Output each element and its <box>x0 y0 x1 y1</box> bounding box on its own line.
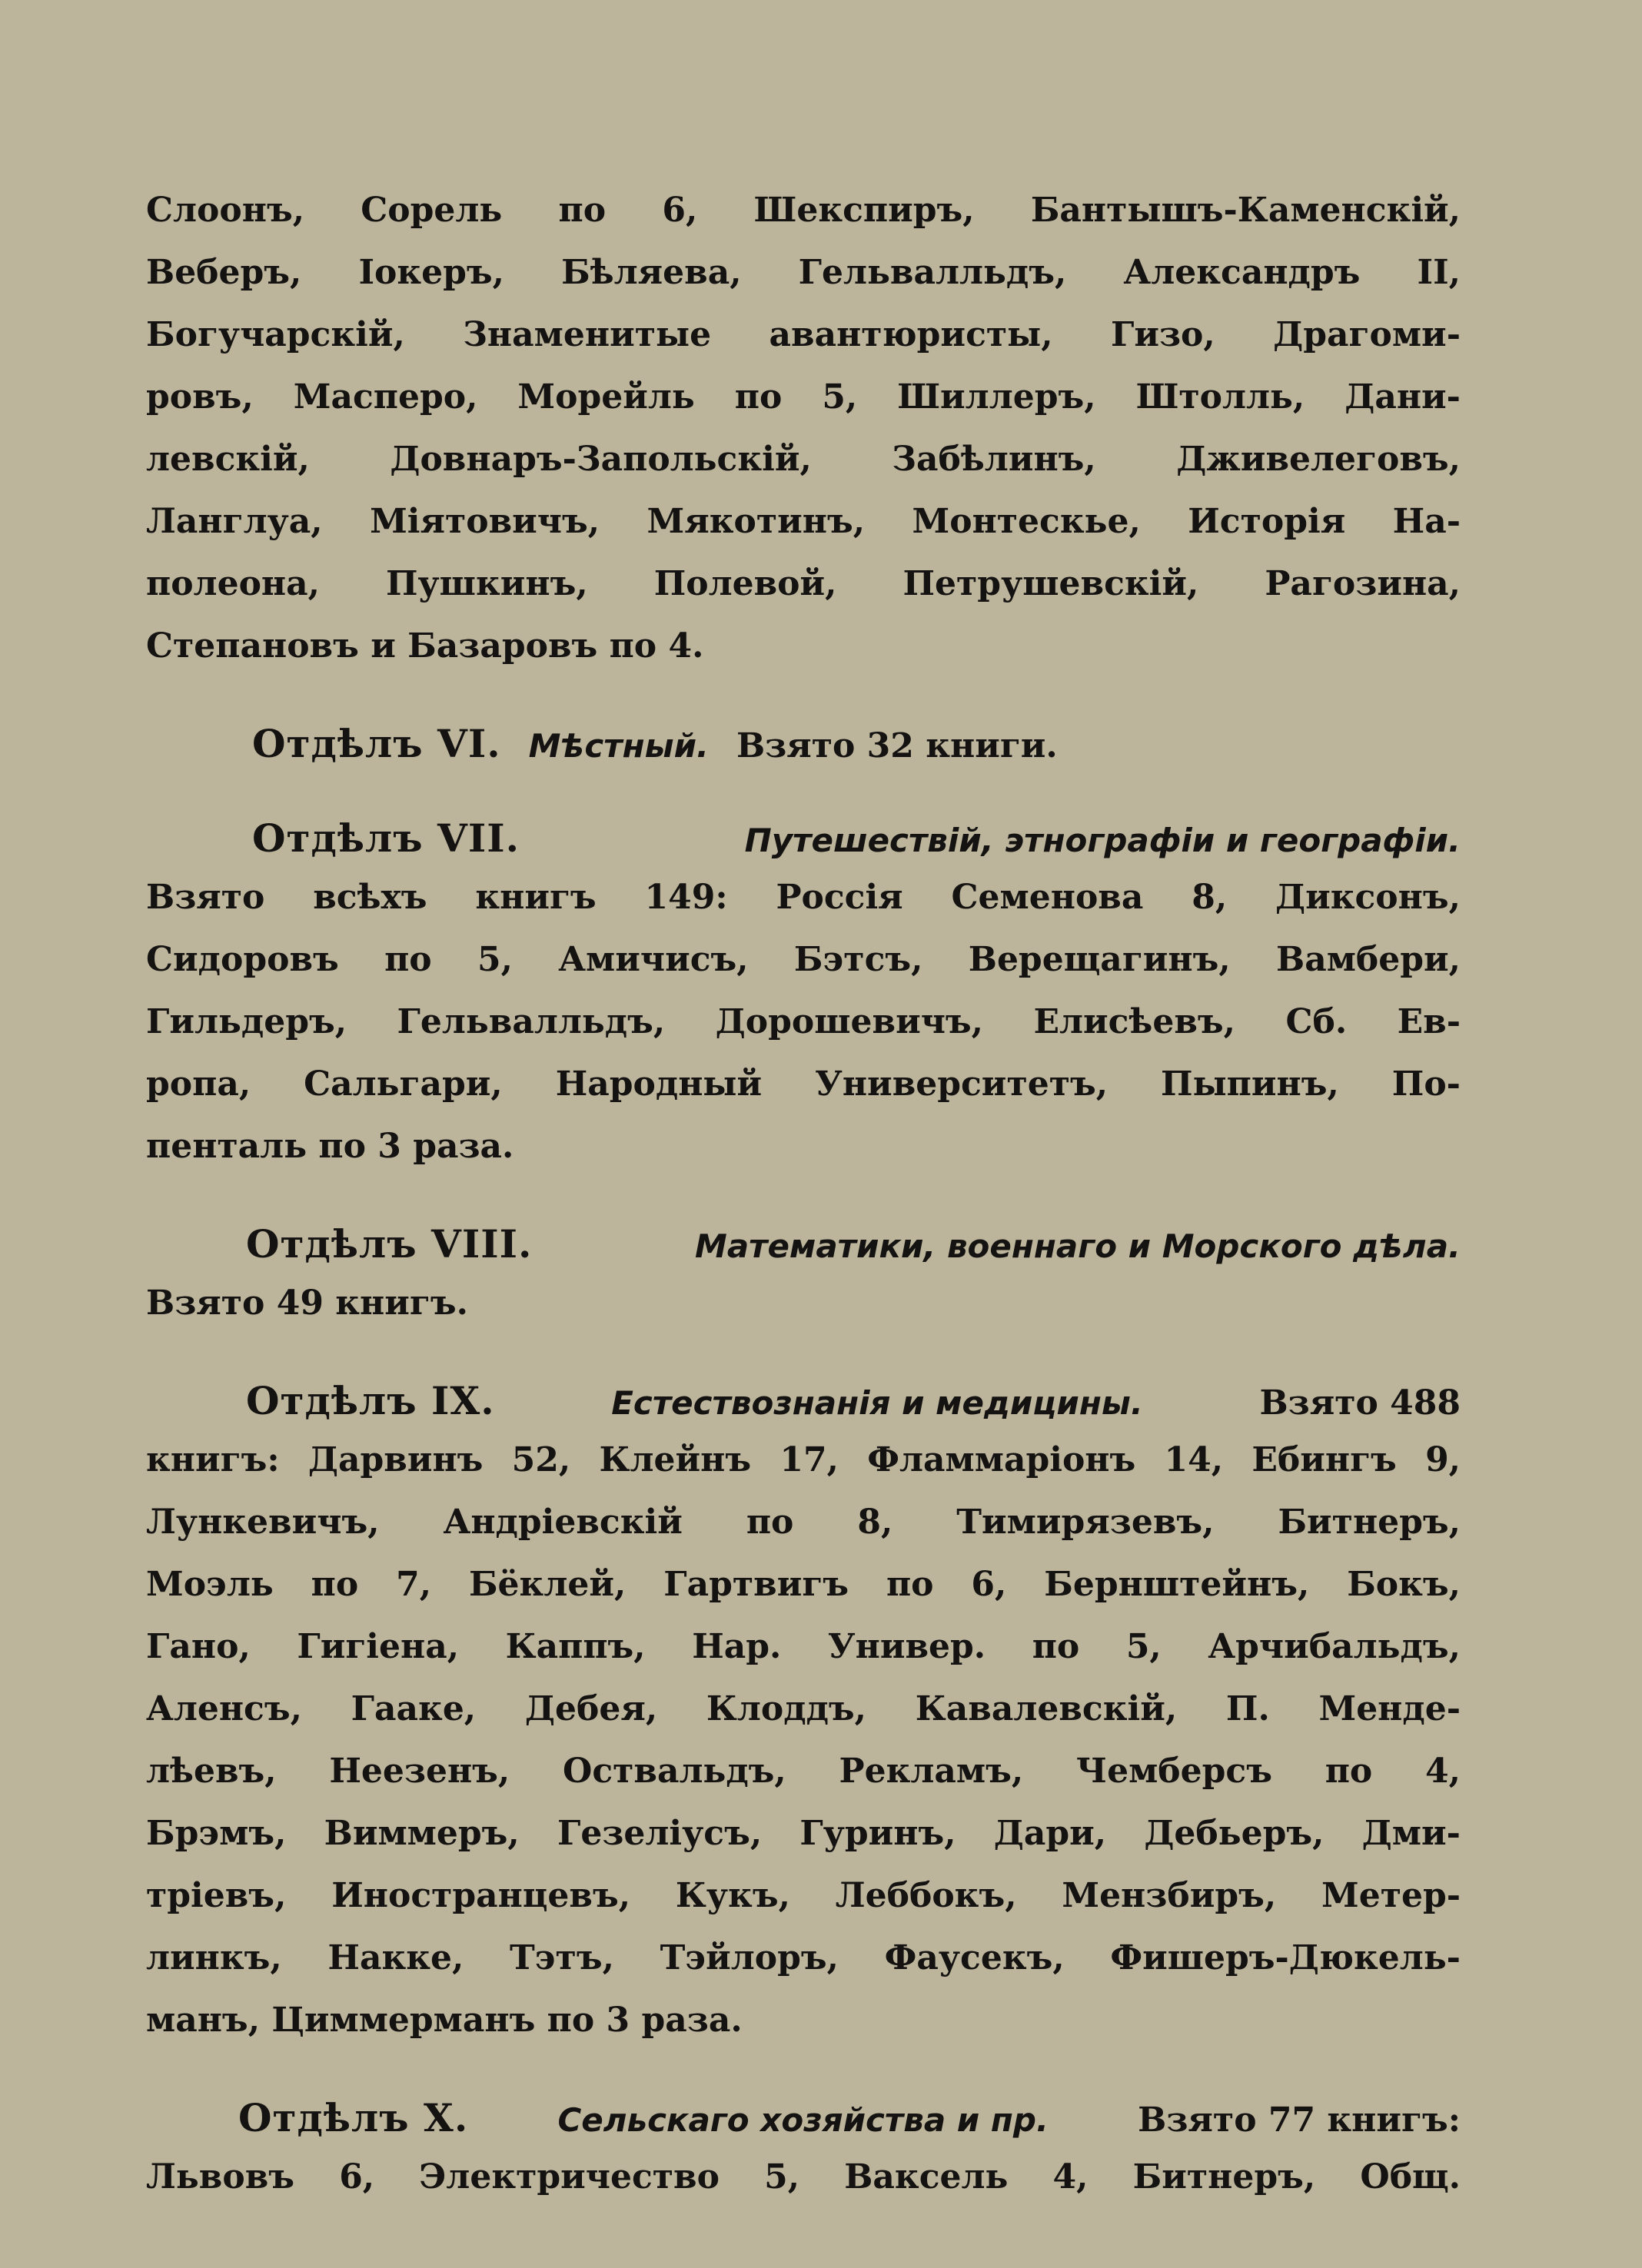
word: Исторія <box>1188 502 1346 541</box>
word: по <box>746 1503 794 1542</box>
word: 14, <box>1164 1440 1224 1479</box>
word: Елисѣевъ, <box>1033 1002 1235 1041</box>
word: Клейнъ <box>599 1440 752 1479</box>
word: по <box>384 940 432 979</box>
word: Полевой, <box>653 564 837 603</box>
text-line: пенталь по 3 раза. <box>146 1127 514 1166</box>
section-heading-line <box>146 1221 1461 1283</box>
word: книгъ <box>475 878 597 917</box>
word: Лункевичъ, <box>146 1503 380 1542</box>
word: Львовъ <box>146 2157 295 2197</box>
section-count: Взято 32 книги. <box>736 726 1058 765</box>
word: Чемберсъ <box>1075 1752 1272 1791</box>
word: Гильдеръ, <box>146 1002 347 1041</box>
word: Виммеръ, <box>324 1814 520 1853</box>
page-text <box>146 191 1461 2220</box>
word: Бёклей, <box>468 1565 627 1604</box>
word: левскій, <box>146 440 310 479</box>
word: ропа, <box>146 1064 251 1104</box>
section-vi <box>146 721 1461 783</box>
word: Гааке, <box>351 1689 477 1728</box>
text-line <box>146 253 1461 315</box>
word: книгъ: <box>146 1440 280 1479</box>
word: Тэйлоръ, <box>660 1938 839 1977</box>
word: Ланглуа, <box>146 502 323 541</box>
word: Взято <box>146 878 265 917</box>
word: Богучарскій, <box>146 315 405 354</box>
text-line <box>146 1627 1461 1689</box>
word: Амичисъ, <box>558 940 749 979</box>
word: Моэль <box>146 1565 274 1604</box>
word: Слоонъ, <box>146 191 305 230</box>
text-line <box>146 1440 1461 1503</box>
word: Дари, <box>993 1814 1107 1853</box>
section-x <box>146 2095 1461 2220</box>
section-title: Сельскаго хозяйства и пр. <box>557 2101 1049 2139</box>
word: Дани- <box>1345 377 1461 417</box>
word: Бокъ, <box>1347 1565 1461 1604</box>
word: 8, <box>857 1503 893 1542</box>
word: По- <box>1391 1064 1461 1104</box>
word: Университетъ, <box>815 1064 1109 1104</box>
word: Морейль <box>517 377 695 417</box>
word: Фламмаріонъ <box>867 1440 1136 1479</box>
text-line <box>146 502 1461 564</box>
word: Нар. <box>692 1627 782 1666</box>
word: 9, <box>1425 1440 1461 1479</box>
word: Сальгари, <box>304 1064 503 1104</box>
word: 4, <box>1052 2157 1089 2197</box>
word: Фаусекъ, <box>884 1938 1065 1977</box>
word: по <box>734 377 783 417</box>
text-line <box>146 564 1461 626</box>
word: Гуринъ, <box>799 1814 956 1853</box>
word: Бѣляева, <box>561 253 742 292</box>
word: Битнеръ, <box>1132 2157 1316 2197</box>
word: Сорель <box>361 191 503 230</box>
word: Александръ <box>1123 253 1361 292</box>
section-title: Естествознанія и медицины. <box>611 1384 1143 1422</box>
text-line <box>146 1814 1461 1876</box>
word: 5, <box>1125 1627 1162 1666</box>
word: Ев- <box>1397 1002 1461 1041</box>
word: Гезеліусъ, <box>557 1814 763 1853</box>
section-heading-line <box>146 1378 1461 1440</box>
text-line <box>146 315 1461 377</box>
word: Верещагинъ, <box>968 940 1231 979</box>
word: Ваксель <box>844 2157 1009 2197</box>
word: Дми- <box>1361 1814 1461 1853</box>
word: по <box>311 1565 359 1604</box>
word: Оствальдъ, <box>563 1752 786 1791</box>
word: Рагозина, <box>1265 564 1461 603</box>
text-line <box>146 1689 1461 1752</box>
text-line <box>146 377 1461 440</box>
word: 7, <box>396 1565 432 1604</box>
text-line <box>146 878 1461 940</box>
section-viii <box>146 1221 1461 1346</box>
word: Драгоми- <box>1273 315 1461 354</box>
word: Гельвалльдъ, <box>397 1002 666 1041</box>
word: Диксонъ, <box>1275 878 1461 917</box>
section-heading-line <box>146 2095 1461 2157</box>
word: Монтескье, <box>912 502 1141 541</box>
word: Семенова <box>951 878 1144 917</box>
word: Андріевскій <box>443 1503 683 1542</box>
word: II, <box>1417 253 1461 292</box>
word: 5, <box>822 377 858 417</box>
word: Знаменитые <box>463 315 712 354</box>
word: Пыпинъ, <box>1161 1064 1339 1104</box>
section-heading: Отдѣлъ VIII. <box>246 1221 533 1267</box>
text-line <box>146 191 1461 253</box>
word: Вамбери, <box>1276 940 1461 979</box>
text-line <box>146 2157 1461 2220</box>
word: лѣевъ, <box>146 1752 277 1791</box>
word: 6, <box>971 1565 1007 1604</box>
section-heading: Отдѣлъ VI. <box>252 721 501 766</box>
section-heading: Отдѣлъ IX. <box>246 1378 495 1423</box>
word: Метер- <box>1321 1876 1461 1915</box>
word: Бантышъ-Каменскій, <box>1030 191 1461 230</box>
word: Гартвигъ <box>663 1565 849 1604</box>
text-line <box>146 1064 1461 1127</box>
section-vii <box>146 815 1461 1189</box>
word: Бернштейнъ, <box>1044 1565 1310 1604</box>
word: Арчибальдъ, <box>1208 1627 1461 1666</box>
word: Мякотинъ, <box>646 502 866 541</box>
word: Менде- <box>1318 1689 1461 1728</box>
section-heading: Отдѣлъ X. <box>238 2095 469 2140</box>
word: Гельвалльдъ, <box>798 253 1067 292</box>
word: 149: <box>644 878 728 917</box>
word: Веберъ, <box>146 253 302 292</box>
word: Дарвинъ <box>307 1440 484 1479</box>
section-heading: Отдѣлъ VII. <box>252 815 520 861</box>
text-line <box>146 1002 1461 1064</box>
word: Гизо, <box>1110 315 1215 354</box>
word: Дживелеговъ, <box>1176 440 1461 479</box>
word: по <box>1325 1752 1373 1791</box>
section-heading-line <box>146 815 1461 878</box>
word: Шиллеръ, <box>897 377 1096 417</box>
text-line <box>146 1565 1461 1627</box>
word: 8, <box>1192 878 1228 917</box>
word: Кавалевскій, <box>915 1689 1178 1728</box>
word: Петрушевскій, <box>902 564 1199 603</box>
section-title: Мѣстный. <box>528 727 709 765</box>
word: На- <box>1392 502 1461 541</box>
word: Брэмъ, <box>146 1814 287 1853</box>
word: Леббокъ, <box>835 1876 1017 1915</box>
word: Россія <box>776 878 903 917</box>
word: полеона, <box>146 564 320 603</box>
word: Дебея, <box>524 1689 658 1728</box>
word: Ебингъ <box>1251 1440 1397 1479</box>
word: Аленсъ, <box>146 1689 302 1728</box>
word: Масперо, <box>293 377 478 417</box>
paragraph-continuation <box>146 191 1461 689</box>
word: по <box>558 191 607 230</box>
word: 52, <box>511 1440 571 1479</box>
word: Клоддъ, <box>706 1689 866 1728</box>
word: 17, <box>779 1440 839 1479</box>
word: 6, <box>662 191 698 230</box>
word: Міятовичъ, <box>370 502 600 541</box>
word: ровъ, <box>146 377 254 417</box>
text-line <box>146 940 1461 1002</box>
section-count: Взято 488 <box>1259 1383 1461 1423</box>
text-line: Степановъ и Базаровъ по 4. <box>146 626 704 666</box>
word: авантюристы, <box>769 315 1053 354</box>
word: Кукъ, <box>675 1876 790 1915</box>
word: Штолль, <box>1135 377 1305 417</box>
word: Довнаръ-Запольскій, <box>390 440 812 479</box>
word: Иностранцевъ, <box>331 1876 631 1915</box>
word: Дебьеръ, <box>1144 1814 1325 1853</box>
text-line <box>146 440 1461 502</box>
word: Фишеръ-Дюкель- <box>1110 1938 1461 1977</box>
text-line <box>146 1503 1461 1565</box>
word: П. <box>1225 1689 1270 1728</box>
section-heading-line <box>146 721 1461 783</box>
word: Дорошевичъ, <box>715 1002 983 1041</box>
word: Тэтъ, <box>510 1938 614 1977</box>
word: Гано, <box>146 1627 251 1666</box>
word: Электричество <box>419 2157 720 2197</box>
word: Общ. <box>1360 2157 1461 2197</box>
word: всѣхъ <box>313 878 427 917</box>
word: Іокеръ, <box>358 253 505 292</box>
word: Мензбиръ, <box>1062 1876 1277 1915</box>
section-title: Математики, военнаго и Морского дѣла. <box>695 1227 1461 1265</box>
word: Универ. <box>827 1627 986 1666</box>
word: Сб. <box>1285 1002 1348 1041</box>
word: Неезенъ, <box>329 1752 510 1791</box>
text-line <box>146 1938 1461 2001</box>
word: Каппъ, <box>505 1627 646 1666</box>
word: Гигіена, <box>297 1627 460 1666</box>
word: Бэтсъ, <box>793 940 923 979</box>
text-line <box>146 1752 1461 1814</box>
section-title: Путешествій, этнографіи и географіи. <box>744 822 1461 859</box>
section-ix <box>146 1378 1461 2063</box>
word: Тимирязевъ, <box>956 1503 1215 1542</box>
text-line: манъ, Циммерманъ по 3 раза. <box>146 2001 743 2040</box>
text-line <box>146 1876 1461 1938</box>
word: Рекламъ, <box>839 1752 1024 1791</box>
section-count: Взято 77 книгъ: <box>1138 2100 1461 2140</box>
word: по <box>1032 1627 1080 1666</box>
word: 4, <box>1424 1752 1461 1791</box>
word: Битнеръ, <box>1278 1503 1461 1542</box>
text-line: Взято 49 книгъ. <box>146 1283 468 1323</box>
word: линкъ, <box>146 1938 282 1977</box>
word: по <box>886 1565 934 1604</box>
word: Шекспиръ, <box>753 191 975 230</box>
word: 5, <box>477 940 513 979</box>
word: Накке, <box>327 1938 464 1977</box>
word: 6, <box>339 2157 375 2197</box>
word: Сидоровъ <box>146 940 339 979</box>
word: тріевъ, <box>146 1876 287 1915</box>
word: Забѣлинъ, <box>892 440 1096 479</box>
word: Пушкинъ, <box>385 564 588 603</box>
word: Народный <box>555 1064 763 1104</box>
word: 5, <box>764 2157 800 2197</box>
